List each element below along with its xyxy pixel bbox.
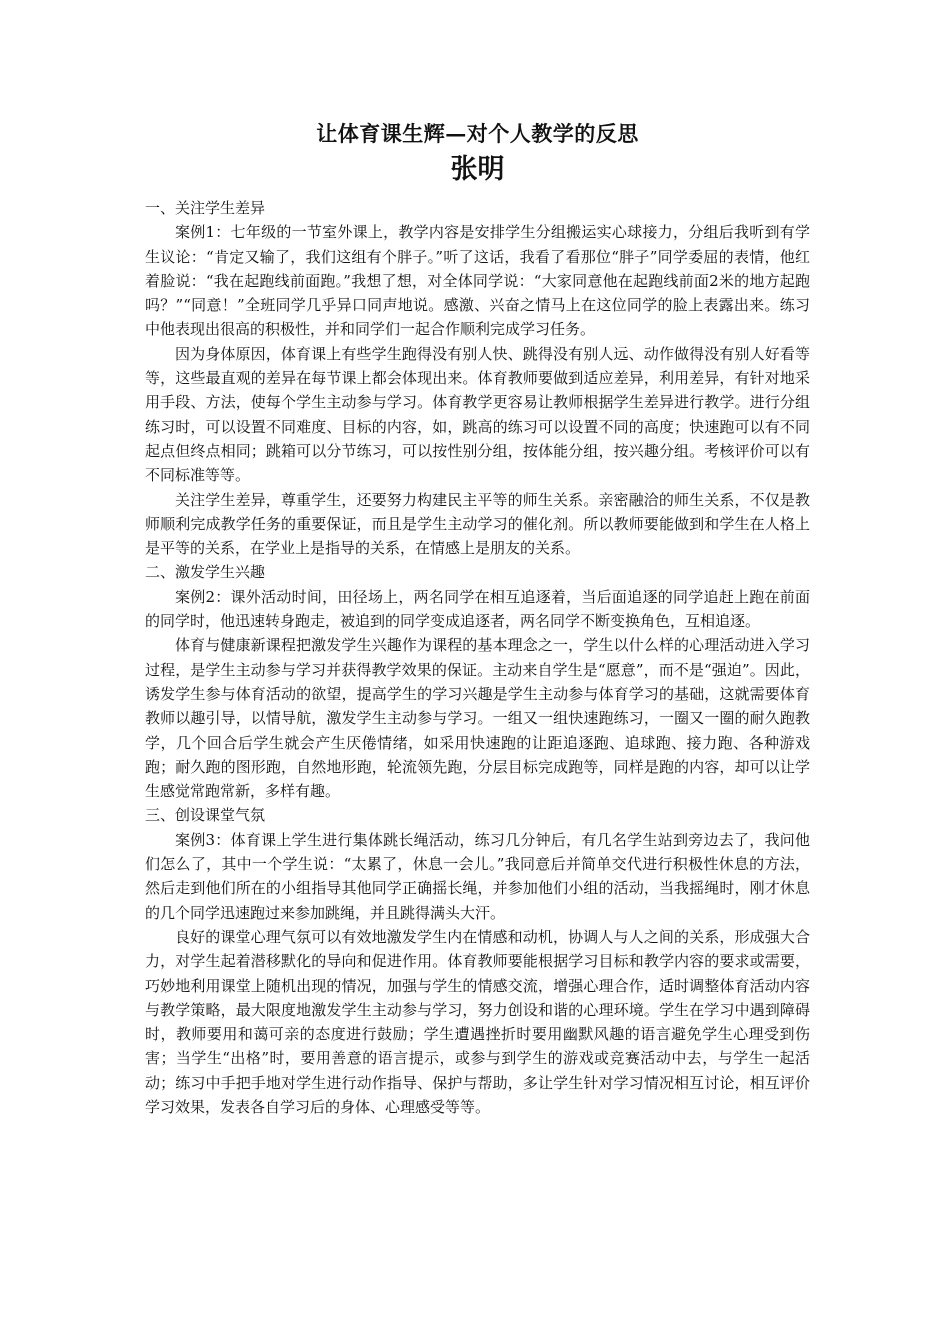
section-heading: 一、关注学生差异: [145, 199, 266, 217]
paragraph: 良好的课堂心理气氛可以有效地激发学生内在情感和动机，协调人与人之间的关系，形成强大合力，对学生起着潜移默化的导向和促进作用。体育教师要能根据学习目标和教学内容的要求或需要，巧妙地利用课堂上随机出现的情况，加强与学生的情感交流，增强心理合作，适时调整体育活动内容与教学策略，最大限度地激发学生主动参与学习，努力创设和谐的心理环境。学生在学习中遇到障碍时，教师要用和蔼可亲的态度进行鼓励；学生遭遇挫折时要用幽默风趣的语言避免学生心理受到伤害；当学生“出格”时，要用善意的语言提示，或参与到学生的游戏或竞赛活动中去，与学生一起活动；练习中手把手地对学生进行动作指导、保护与帮助，多让学生针对学习情况相互讨论，相互评价学习效果，发表各自学习后的身体、心理感受等等。: [145, 927, 810, 1116]
paragraph: 案例3：体育课上学生进行集体跳长绳活动，练习几分钟后，有几名学生站到旁边去了，我问他们怎么了，其中一个学生说：“太累了，休息一会儿。”我同意后并简单交代进行积极性休息的方法，然后走到他们所在的小组指导其他同学正确摇长绳，并参加他们小组的活动，当我摇绳时，刚才休息的几个同学迅速跑过来参加跳绳，并且跳得满头大汗。: [145, 830, 810, 922]
section-heading: 二、激发学生兴趣: [145, 563, 266, 582]
paragraph: 因为身体原因，体育课上有些学生跑得没有别人快、跳得没有别人远、动作做得没有别人好看等等，这些最直观的差异在每节课上都会体现出来。体育教师要做到适应差异，利用差异，有针对地采用手段、方法，使每个学生主动参与学习。体育教学更容易让教师根据学生差异进行教学。进行分组练习时，可以设置不同难度、目标的内容，如，跳高的练习可以设置不同的高度；快速跑可以有不同起点但终点相同；跳箱可以分节练习，可以按性别分组，按体能分组，按兴趣分组。考核评价可以有不同标准等等。: [145, 344, 810, 485]
document-page: [145, 118, 810, 1119]
document-title: 让体育课生辉—对个人教学的反思: [316, 121, 639, 146]
section-3: [145, 803, 810, 1119]
paragraph: 体育与健康新课程把激发学生兴趣作为课程的基本理念之一，学生以什么样的心理活动进入学习过程，是学生主动参与学习并获得教学效果的保证。主动来自学生是“愿意”，而不是“强迫”。因此，诱发学生参与体育活动的欲望，提高学生的学习兴趣是学生主动参与体育学习的基础，这就需要体育教师以趣引导，以情导航，激发学生主动参与学习。一组又一组快速跑练习，一圈又一圈的耐久跑教学，几个回合后学生就会产生厌倦情绪，如采用快速跑的让距追逐跑、追球跑、接力跑、各种游戏跑；耐久跑的图形跑，自然地形跑，轮流领先跑，分层目标完成跑等，同样是跑的内容，却可以让学生感觉常跑常新，多样有趣。: [145, 636, 810, 801]
section-heading: 三、创设课堂气氛: [145, 806, 266, 825]
document-author: 张明: [450, 154, 505, 185]
section-2: [145, 560, 810, 803]
paragraph: 案例2：课外活动时间，田径场上，两名同学在相互追逐着，当后面追逐的同学追赶上跑在前面的同学时，他迅速转身跑走，被追到的同学变成追逐者，两名同学不断变换角色，互相追逐。: [145, 587, 810, 631]
paragraph: 关注学生差异，尊重学生，还要努力构建民主平等的师生关系。亲密融洽的师生关系，不仅是教师顺利完成教学任务的重要保证，而且是学生主动学习的催化剂。所以教师要能做到和学生在人格上是平等的关系，在学业上是指导的关系，在情感上是朋友的关系。: [145, 490, 810, 558]
paragraph: 案例1：七年级的一节室外课上，教学内容是安排学生分组搬运实心球接力，分组后我听到有学生议论：“肯定又输了，我们这组有个胖子。”听了这话，我看了看那位“胖子”同学委屈的表情，他红着脸说：“我在起跑线前面跑。”我想了想，对全体同学说：“大家同意他在起跑线前面2米的地方起跑吗？”“同意！”全班同学几乎异口同声地说。感激、兴奋之情马上在这位同学的脸上表露出来。练习中他表现出很高的积极性，并和同学们一起合作顺利完成学习任务。: [145, 223, 810, 339]
section-1: [145, 196, 810, 560]
